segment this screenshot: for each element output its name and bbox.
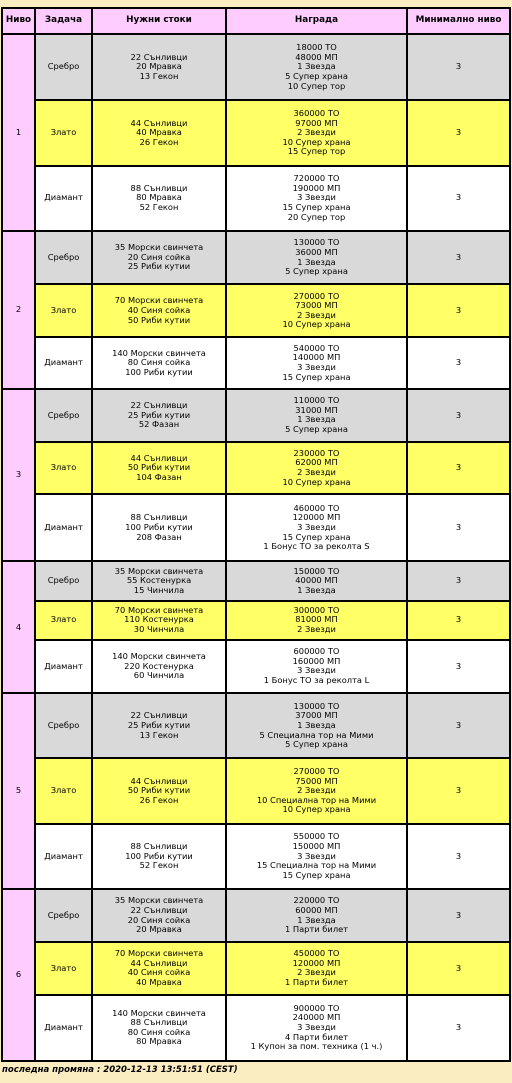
reward-line: 15 Специална тор на Мими bbox=[256, 860, 377, 871]
reward-line: 10 Супер храна bbox=[282, 476, 351, 487]
reward-cell bbox=[226, 100, 407, 165]
reward-cell bbox=[226, 601, 407, 640]
goods-line: 44 Сънливци bbox=[130, 117, 188, 128]
goods-line: 104 Фазан bbox=[136, 471, 182, 482]
goods-cell bbox=[92, 824, 226, 889]
goods-line: 88 Сънливци bbox=[130, 512, 188, 523]
goods-line: 80 Мравка bbox=[136, 1036, 182, 1047]
task-tier-cell: Злато bbox=[35, 284, 92, 337]
goods-line: 50 Риби кутии bbox=[127, 462, 191, 473]
table-row bbox=[2, 561, 510, 600]
min-level-cell: 3 bbox=[407, 561, 510, 600]
reward-line: 550000 ТО bbox=[293, 831, 340, 842]
quest-table bbox=[1, 7, 511, 1062]
reward-line: 120000 МП bbox=[292, 512, 341, 523]
reward-line: 4 Парти билет bbox=[284, 1031, 349, 1042]
min-level-cell: 3 bbox=[407, 693, 510, 758]
table-row bbox=[2, 442, 510, 494]
table-row bbox=[2, 995, 510, 1061]
reward-line: 3 Звезди bbox=[297, 192, 336, 203]
goods-line: 26 Гекон bbox=[139, 794, 179, 805]
goods-line: 208 Фазан bbox=[136, 531, 182, 542]
reward-line: 10 Супер храна bbox=[282, 136, 351, 147]
table-row bbox=[2, 942, 510, 994]
goods-line: 15 Чинчила bbox=[133, 584, 185, 595]
reward-line: 600000 ТО bbox=[293, 646, 340, 657]
goods-cell bbox=[92, 34, 226, 100]
reward-cell bbox=[226, 284, 407, 337]
goods-line: 26 Гекон bbox=[139, 136, 179, 147]
task-tier-cell: Диамант bbox=[35, 337, 92, 388]
reward-line: 1 Парти билет bbox=[284, 924, 349, 935]
reward-line: 2 Звезди bbox=[297, 467, 336, 478]
reward-line: 20 Супер тор bbox=[287, 211, 346, 222]
reward-line: 190000 МП bbox=[292, 182, 341, 193]
reward-line: 48000 МП bbox=[295, 51, 338, 62]
table-row bbox=[2, 34, 510, 100]
goods-line: 110 Костенурка bbox=[124, 614, 194, 625]
table-row bbox=[2, 231, 510, 284]
goods-line: 25 Риби кутии bbox=[127, 719, 191, 730]
reward-line: 5 Специална тор на Мими bbox=[259, 729, 374, 740]
reward-line: 5 Супер храна bbox=[285, 423, 348, 434]
reward-cell bbox=[226, 389, 407, 442]
min-level-cell: 3 bbox=[407, 231, 510, 284]
min-level-cell: 3 bbox=[407, 758, 510, 823]
goods-line: 88 Сънливци bbox=[130, 1017, 188, 1028]
task-tier-cell: Злато bbox=[35, 100, 92, 165]
level-cell: 1 bbox=[2, 34, 35, 231]
goods-line: 50 Риби кутии bbox=[127, 785, 191, 796]
task-tier-cell: Сребро bbox=[35, 389, 92, 442]
goods-cell bbox=[92, 389, 226, 442]
reward-line: 2 Звезди bbox=[297, 967, 336, 978]
goods-line: 70 Морски свинчета bbox=[114, 295, 204, 306]
goods-line: 52 Гекон bbox=[139, 202, 179, 213]
goods-line: 80 Мравка bbox=[136, 192, 182, 203]
goods-cell bbox=[92, 758, 226, 823]
table-body bbox=[2, 34, 510, 1061]
table-row bbox=[2, 758, 510, 823]
reward-line: 2 Звезди bbox=[297, 785, 336, 796]
table-row bbox=[2, 337, 510, 388]
reward-cell bbox=[226, 995, 407, 1061]
reward-line: 360000 ТО bbox=[293, 107, 340, 118]
min-level-cell: 3 bbox=[407, 284, 510, 337]
goods-line: 40 Мравка bbox=[136, 977, 182, 988]
goods-line: 140 Морски свинчета bbox=[112, 347, 206, 358]
min-level-cell: 3 bbox=[407, 942, 510, 994]
table-row bbox=[2, 693, 510, 758]
level-cell: 2 bbox=[2, 231, 35, 389]
goods-cell bbox=[92, 231, 226, 284]
goods-line: 80 Синя сойка bbox=[127, 1026, 191, 1037]
task-tier-cell: Злато bbox=[35, 942, 92, 994]
goods-line: 35 Морски свинчета bbox=[114, 895, 204, 906]
goods-line: 100 Риби кутии bbox=[125, 850, 193, 861]
goods-line: 220 Костенурка bbox=[124, 660, 194, 671]
header-row bbox=[2, 8, 510, 34]
goods-line: 40 Мравка bbox=[136, 127, 182, 138]
reward-line: 240000 МП bbox=[292, 1012, 341, 1023]
reward-line: 1 Звезда bbox=[297, 914, 336, 925]
reward-line: 15 Супер храна bbox=[282, 371, 351, 382]
min-level-cell: 3 bbox=[407, 337, 510, 388]
goods-line: 52 Гекон bbox=[139, 860, 179, 871]
goods-cell bbox=[92, 100, 226, 165]
reward-line: 1 Звезда bbox=[297, 719, 336, 730]
reward-line: 2 Звезди bbox=[297, 624, 336, 635]
task-tier-cell: Диамант bbox=[35, 166, 92, 231]
task-tier-cell: Сребро bbox=[35, 693, 92, 758]
header-reward: Награда bbox=[226, 8, 407, 34]
reward-cell bbox=[226, 640, 407, 693]
reward-line: 540000 ТО bbox=[293, 342, 340, 353]
goods-line: 44 Сънливци bbox=[130, 775, 188, 786]
reward-cell bbox=[226, 942, 407, 994]
table-row bbox=[2, 166, 510, 231]
reward-line: 10 Специална тор на Мими bbox=[256, 794, 377, 805]
goods-line: 22 Сънливци bbox=[130, 905, 188, 916]
reward-cell bbox=[226, 231, 407, 284]
min-level-cell: 3 bbox=[407, 166, 510, 231]
reward-line: 37000 МП bbox=[295, 710, 338, 721]
task-tier-cell: Злато bbox=[35, 442, 92, 494]
reward-line: 150000 ТО bbox=[293, 565, 340, 576]
reward-line: 150000 МП bbox=[292, 841, 341, 851]
min-level-cell: 3 bbox=[407, 824, 510, 889]
goods-line: 35 Морски свинчета bbox=[114, 565, 204, 576]
reward-line: 130000 ТО bbox=[293, 237, 340, 248]
reward-line: 15 Супер храна bbox=[282, 202, 351, 213]
reward-line: 300000 ТО bbox=[293, 604, 340, 615]
reward-line: 3 Звезди bbox=[297, 665, 336, 676]
reward-line: 230000 ТО bbox=[293, 447, 340, 458]
level-cell: 4 bbox=[2, 561, 35, 693]
goods-cell bbox=[92, 693, 226, 758]
goods-cell bbox=[92, 494, 226, 561]
goods-line: 140 Морски свинчета bbox=[112, 651, 206, 662]
goods-line: 22 Сънливци bbox=[130, 399, 188, 410]
goods-line: 25 Риби кутии bbox=[127, 261, 191, 272]
goods-cell bbox=[92, 442, 226, 494]
goods-line: 100 Риби кутии bbox=[125, 366, 193, 377]
reward-line: 5 Супер храна bbox=[285, 70, 348, 81]
reward-cell bbox=[226, 442, 407, 494]
table-row bbox=[2, 284, 510, 337]
min-level-cell: 3 bbox=[407, 494, 510, 561]
reward-line: 31000 МП bbox=[295, 404, 338, 415]
table-row bbox=[2, 494, 510, 561]
reward-cell bbox=[226, 758, 407, 823]
goods-cell bbox=[92, 640, 226, 693]
goods-line: 88 Сънливци bbox=[130, 841, 188, 851]
min-level-cell: 3 bbox=[407, 389, 510, 442]
goods-cell bbox=[92, 601, 226, 640]
min-level-cell: 3 bbox=[407, 640, 510, 693]
goods-line: 22 Сънливци bbox=[130, 51, 188, 62]
reward-line: 62000 МП bbox=[295, 457, 338, 468]
table-row bbox=[2, 389, 510, 442]
goods-line: 70 Морски свинчета bbox=[114, 604, 204, 615]
goods-cell bbox=[92, 889, 226, 942]
goods-line: 70 Морски свинчета bbox=[114, 948, 204, 959]
reward-line: 3 Звезди bbox=[297, 522, 336, 533]
goods-line: 60 Чинчила bbox=[133, 670, 185, 681]
reward-line: 10 Супер храна bbox=[282, 319, 351, 330]
goods-line: 22 Сънливци bbox=[130, 710, 188, 721]
goods-cell bbox=[92, 337, 226, 388]
goods-cell bbox=[92, 995, 226, 1061]
reward-line: 15 Супер храна bbox=[282, 531, 351, 542]
min-level-cell: 3 bbox=[407, 34, 510, 100]
reward-line: 1 Звезда bbox=[297, 584, 336, 595]
goods-line: 40 Синя сойка bbox=[127, 305, 191, 316]
last-modified: последна промяна : 2020-12-13 13:51:51 (CEST) bbox=[2, 1065, 238, 1075]
reward-line: 5 Супер храна bbox=[285, 739, 348, 750]
level-cell: 3 bbox=[2, 389, 35, 562]
goods-line: 50 Риби кутии bbox=[127, 314, 191, 325]
goods-line: 80 Синя сойка bbox=[127, 357, 191, 368]
min-level-cell: 3 bbox=[407, 889, 510, 942]
goods-line: 52 Фазан bbox=[138, 419, 180, 430]
goods-cell bbox=[92, 561, 226, 600]
reward-line: 3 Звезди bbox=[297, 1021, 336, 1032]
goods-line: 13 Гекон bbox=[139, 70, 179, 81]
reward-line: 40000 МП bbox=[295, 575, 338, 586]
reward-cell bbox=[226, 34, 407, 100]
table-row bbox=[2, 889, 510, 942]
reward-line: 15 Супер тор bbox=[287, 146, 346, 157]
reward-line: 1 Звезда bbox=[297, 256, 336, 267]
reward-line: 10 Супер тор bbox=[287, 80, 346, 91]
reward-line: 3 Звезди bbox=[297, 850, 336, 861]
reward-cell bbox=[226, 166, 407, 231]
goods-line: 88 Сънливци bbox=[130, 182, 188, 193]
goods-line: 55 Костенурка bbox=[126, 575, 192, 586]
task-tier-cell: Сребро bbox=[35, 34, 92, 100]
reward-line: 73000 МП bbox=[295, 300, 338, 311]
reward-line: 130000 ТО bbox=[293, 700, 340, 711]
reward-line: 60000 МП bbox=[295, 905, 338, 916]
header-min-level: Минимално ниво bbox=[407, 8, 510, 34]
task-tier-cell: Сребро bbox=[35, 561, 92, 600]
task-tier-cell: Диамант bbox=[35, 995, 92, 1061]
goods-line: 25 Риби кутии bbox=[127, 409, 191, 420]
min-level-cell: 3 bbox=[407, 601, 510, 640]
reward-cell bbox=[226, 561, 407, 600]
reward-line: 36000 МП bbox=[295, 246, 338, 257]
reward-cell bbox=[226, 824, 407, 889]
header-goods: Нужни стоки bbox=[92, 8, 226, 34]
reward-line: 1 Бонус ТО за реколта L bbox=[263, 675, 370, 686]
goods-line: 20 Синя сойка bbox=[127, 914, 191, 925]
reward-line: 220000 ТО bbox=[293, 895, 340, 906]
reward-line: 1 Звезда bbox=[297, 414, 336, 425]
goods-line: 35 Морски свинчета bbox=[114, 242, 204, 253]
task-tier-cell: Злато bbox=[35, 758, 92, 823]
goods-cell bbox=[92, 284, 226, 337]
reward-line: 120000 МП bbox=[292, 957, 341, 968]
reward-line: 110000 ТО bbox=[293, 395, 340, 406]
reward-cell bbox=[226, 693, 407, 758]
reward-line: 720000 ТО bbox=[293, 173, 340, 184]
reward-line: 270000 ТО bbox=[293, 766, 340, 777]
table-row bbox=[2, 601, 510, 640]
reward-line: 2 Звезди bbox=[297, 127, 336, 138]
reward-line: 460000 ТО bbox=[293, 502, 340, 513]
reward-line: 1 Бонус ТО за реколта S bbox=[263, 541, 370, 552]
reward-line: 18000 ТО bbox=[296, 42, 337, 53]
reward-line: 270000 ТО bbox=[293, 290, 340, 301]
goods-line: 20 Синя сойка bbox=[127, 251, 191, 262]
goods-line: 140 Морски свинчета bbox=[112, 1007, 206, 1018]
goods-line: 20 Мравка bbox=[136, 61, 182, 72]
task-tier-cell: Диамант bbox=[35, 824, 92, 889]
reward-line: 2 Звезди bbox=[297, 309, 336, 320]
reward-line: 10 Супер храна bbox=[282, 804, 351, 815]
reward-cell bbox=[226, 337, 407, 388]
goods-line: 13 Гекон bbox=[139, 729, 179, 740]
reward-line: 97000 МП bbox=[295, 117, 338, 128]
level-cell: 6 bbox=[2, 889, 35, 1061]
reward-line: 3 Звезди bbox=[297, 362, 336, 373]
task-tier-cell: Сребро bbox=[35, 889, 92, 942]
reward-line: 160000 МП bbox=[292, 655, 341, 666]
reward-line: 450000 ТО bbox=[293, 948, 340, 959]
task-tier-cell: Злато bbox=[35, 601, 92, 640]
task-tier-cell: Диамант bbox=[35, 640, 92, 693]
goods-line: 100 Риби кутии bbox=[125, 522, 193, 533]
reward-line: 140000 МП bbox=[292, 352, 341, 363]
task-tier-cell: Диамант bbox=[35, 494, 92, 561]
goods-line: 30 Чинчила bbox=[133, 624, 185, 635]
reward-cell bbox=[226, 889, 407, 942]
goods-line: 44 Сънливци bbox=[130, 452, 188, 463]
goods-line: 20 Мравка bbox=[136, 924, 182, 935]
goods-line: 44 Сънливци bbox=[130, 957, 188, 968]
table-row bbox=[2, 100, 510, 165]
reward-line: 81000 МП bbox=[295, 614, 338, 625]
reward-line: 1 Звезда bbox=[297, 61, 336, 72]
task-tier-cell: Сребро bbox=[35, 231, 92, 284]
reward-line: 1 Парти билет bbox=[284, 977, 349, 988]
table-row bbox=[2, 824, 510, 889]
level-cell: 5 bbox=[2, 693, 35, 889]
reward-cell bbox=[226, 494, 407, 561]
header-task: Задача bbox=[35, 8, 92, 34]
goods-line: 40 Синя сойка bbox=[127, 967, 191, 978]
min-level-cell: 3 bbox=[407, 995, 510, 1061]
goods-cell bbox=[92, 942, 226, 994]
header-level: Ниво bbox=[2, 8, 35, 34]
reward-line: 900000 ТО bbox=[293, 1002, 340, 1013]
reward-line: 5 Супер храна bbox=[285, 266, 348, 277]
goods-cell bbox=[92, 166, 226, 231]
min-level-cell: 3 bbox=[407, 100, 510, 165]
reward-line: 15 Супер храна bbox=[282, 869, 351, 880]
reward-line: 1 Купон за пом. техника (1 ч.) bbox=[250, 1041, 383, 1052]
min-level-cell: 3 bbox=[407, 442, 510, 494]
reward-line: 75000 МП bbox=[295, 775, 338, 786]
table-row bbox=[2, 640, 510, 693]
